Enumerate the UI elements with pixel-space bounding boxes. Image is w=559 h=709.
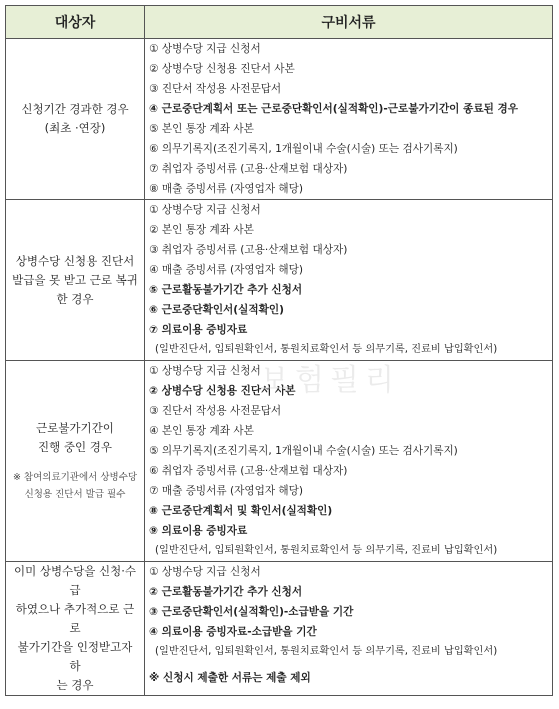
document-item: ⑥ 근로중단확인서(실적확인)	[149, 304, 284, 316]
document-item: ⑨ 의료이용 증빙자료	[149, 525, 248, 537]
document-item: ⑤ 본인 통장 계좌 사본	[149, 123, 254, 135]
document-item: ③ 진단서 작성용 사전문답서	[149, 83, 282, 95]
target-line: 는 경우	[56, 678, 94, 692]
target-line: 신청기간 경과한 경우	[21, 102, 129, 116]
target-cell	[6, 200, 145, 361]
document-item: ⑥ 취업자 증빙서류 (고용·산재보험 대상자)	[149, 465, 348, 477]
documents-cell	[145, 200, 553, 361]
target-line: 진행 중인 경우	[38, 440, 112, 454]
documents-cell	[145, 361, 553, 562]
document-item: ③ 진단서 작성용 사전문답서	[149, 405, 282, 417]
target-note: ※ 참여의료기관에서 상병수당신청용 진단서 발급 필수	[12, 472, 138, 500]
table-row	[6, 562, 553, 696]
target-cell	[6, 361, 145, 562]
exemption-note: ※ 신청시 제출한 서류는 제출 제외	[149, 672, 311, 684]
target-line: 근로불가기간이	[36, 421, 114, 435]
document-item: ③ 근로중단확인서(실적확인)-소급받을 기간	[149, 606, 354, 618]
header-target: 대상자	[6, 6, 145, 39]
document-item: ③ 취업자 증빙서류 (고용·산재보험 대상자)	[149, 244, 348, 256]
document-item: ④ 근로중단계획서 또는 근로중단확인서(실적확인)-근로불가기간이 종료된 경우	[149, 103, 518, 115]
header-documents: 구비서류	[145, 6, 553, 39]
document-item: ④ 본인 통장 계좌 사본	[149, 425, 254, 437]
document-item: ② 본인 통장 계좌 사본	[149, 224, 254, 236]
target-line: (최초 ·연장)	[44, 121, 106, 135]
documents-cell	[145, 562, 553, 696]
document-item: ④ 의료이용 증빙자료-소급받을 기간	[149, 626, 317, 638]
table-header-row	[6, 6, 553, 39]
documents-table	[5, 5, 553, 696]
target-line: 상병수당 신청용 진단서	[15, 253, 135, 268]
target-line: 이미 상병수당을 신청·수급	[13, 564, 137, 597]
document-item: ② 근로활동불가기간 추가 신청서	[149, 586, 303, 598]
watermark-text: 보험필리	[260, 363, 400, 398]
target-line: 불가기간을 인정받고자 하	[17, 640, 133, 673]
document-item: ⑦ 취업자 증빙서류 (고용·산재보험 대상자)	[149, 163, 348, 175]
document-item-detail: (일반진단서, 입퇴원확인서, 통원치료확인서 등 의무기록, 진료비 납입확인서)	[155, 344, 498, 355]
table-row	[6, 39, 553, 200]
target-cell	[6, 39, 145, 200]
table-row	[6, 361, 553, 562]
document-item: ⑧ 근로중단계획서 및 확인서(실적확인)	[149, 505, 333, 517]
document-item: ⑧ 매출 증빙서류 (자영업자 해당)	[149, 183, 304, 195]
document-item: ④ 매출 증빙서류 (자영업자 해당)	[149, 264, 304, 276]
document-item: ② 상병수당 신청용 진단서 사본	[149, 385, 296, 397]
document-item: ① 상병수당 지급 신청서	[149, 365, 261, 377]
document-item: ① 상병수당 지급 신청서	[149, 566, 261, 578]
target-line: 한 경우	[56, 291, 94, 306]
document-item: ① 상병수당 지급 신청서	[149, 43, 261, 55]
document-item: ① 상병수당 지급 신청서	[149, 204, 261, 216]
table-row	[6, 200, 553, 361]
document-item: ⑤ 근로활동불가기간 추가 신청서	[149, 284, 303, 296]
document-item-detail: (일반진단서, 입퇴원확인서, 통원치료확인서 등 의무기록, 진료비 납입확인서)	[155, 646, 498, 657]
document-item: ⑦ 매출 증빙서류 (자영업자 해당)	[149, 485, 304, 497]
target-line: 발급을 못 받고 근로 복귀	[12, 272, 138, 287]
document-item: ② 상병수당 신청용 진단서 사본	[149, 63, 295, 75]
document-item-detail: (일반진단서, 입퇴원확인서, 통원치료확인서 등 의무기록, 진료비 납입확인서)	[155, 545, 498, 556]
document-item: ⑥ 의무기록지(조진기록지, 1개월이내 수술(시술) 또는 검사기록지)	[149, 143, 458, 155]
document-item: ⑤ 의무기록지(조진기록지, 1개월이내 수술(시술) 또는 검사기록지)	[149, 445, 458, 457]
target-line: 하였으나 추가적으로 근로	[15, 602, 135, 635]
target-cell	[6, 562, 145, 696]
documents-cell	[145, 39, 553, 200]
document-item: ⑦ 의료이용 증빙자료	[149, 324, 248, 336]
